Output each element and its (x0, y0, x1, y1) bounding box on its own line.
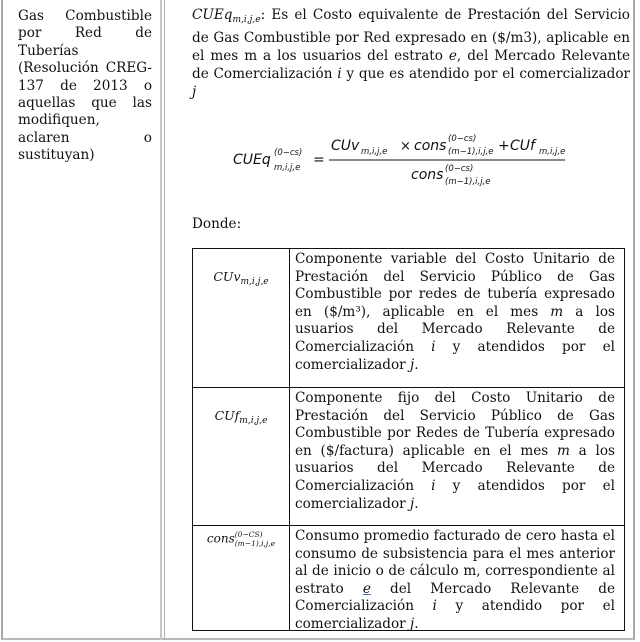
formula-num-cuf: CUf (510, 138, 535, 154)
term-text: Consumo promedio facturado de cero hasta el consumo de subsistencia para el mes anterior al de inicio o de cálculo m, correspondiente al estrato (295, 528, 615, 597)
term-text: . (414, 615, 419, 632)
formula-den-sub: (m−1),i,j,e (445, 177, 491, 187)
var-m: m (550, 303, 564, 320)
var-i: i (337, 66, 342, 82)
term-symbol-base: CUv (213, 269, 241, 284)
term-symbol-sub: m,i,j,e (240, 277, 269, 287)
term-definition (295, 390, 615, 513)
term-text: Componente variable del Costo Unitario de Prestación del Servicio Público de Gas Combustible por redes de tubería expresado en ($/m³), aplicable en el mes (295, 251, 615, 320)
term-symbol (193, 269, 289, 287)
term-symbol (193, 530, 289, 548)
term-text: a los usuarios del Mercado Relevante de Comercialización (295, 303, 615, 355)
formula-num-cons: cons (414, 138, 447, 154)
term-text: y atendido por el comercializador (295, 598, 615, 632)
cueq-formula (233, 133, 573, 189)
term-symbol (193, 408, 289, 426)
term-text: . (414, 495, 419, 512)
formula-num-cuf-sub: m,i,j,e (539, 147, 566, 157)
term-text: y atendidos por el comercializador (295, 477, 615, 512)
formula-lhs-sup: (0−cs) (274, 148, 303, 158)
var-i: i (431, 477, 436, 494)
term-text: del Mercado Relevante de Comercialización (295, 580, 615, 615)
cueq-symbol: CUEq (192, 7, 233, 23)
formula-times: × (400, 139, 411, 154)
formula-plus: + (498, 138, 510, 154)
var-j: j (192, 84, 197, 100)
term-text: Componente fijo del Costo Unitario de Prestación del Servicio Público de Gas Combustible por Redes de Tubería expresado en ($/factura) aplicable en el mes (295, 390, 615, 459)
service-type-cell: Gas Combustible por Red de Tuberías (Resolución CREG-137 de 2013 o aquellas que las modifiquen, aclaren o sustituyan) (18, 8, 152, 164)
formula-lhs-sub: m,i,j,e (274, 163, 301, 173)
var-e: e (362, 580, 371, 597)
var-j: j (409, 495, 415, 512)
terms-table (192, 248, 625, 631)
var-j: j (409, 356, 415, 373)
term-text: y atendidos por el comercializador (295, 338, 615, 373)
term-symbol-base: CUf (214, 408, 240, 423)
term-definition (295, 528, 615, 634)
var-i: i (432, 598, 437, 615)
term-symbol-sub: m,i,j,e (239, 416, 268, 426)
formula-lhs: CUEq (233, 152, 271, 168)
term-symbol-sub: (m−1),i,j,e (234, 539, 276, 548)
formula-num-cuv: CUv (331, 138, 360, 154)
term-symbol-base: cons (206, 531, 235, 546)
term-row-cons (193, 526, 624, 630)
cueq-subscript: m,i,j,e (232, 15, 261, 25)
definition-paragraph (192, 6, 630, 101)
var-j: j (409, 615, 415, 632)
var-i: i (431, 338, 436, 355)
formula-num-cuv-sub: m,i,j,e (361, 147, 388, 157)
var-m: m (557, 442, 570, 459)
formula-den-cons: cons (411, 167, 444, 183)
donde-label: Donde: (192, 216, 242, 232)
formula-num-cons-sup: (0−cs) (448, 134, 477, 144)
definition-text-1: : Es el Costo equivalente de Prestación del Servicio de Gas Combustible por Red expresado en ($/m3), aplicable en el mes m a los usuarios del estrato (192, 7, 630, 64)
formula-den-sup: (0−cs) (445, 164, 474, 174)
column-divider (160, 0, 165, 640)
definition-text-2: , del Mercado Relevante de Comercialización (192, 48, 630, 82)
definition-text-3: y que es atendido por el comercializador (341, 66, 631, 82)
var-e: e (448, 48, 457, 64)
term-row-cuv (193, 249, 624, 388)
term-text: a los usuarios del Mercado Relevante de Comercialización (295, 442, 615, 494)
formula-num-cons-sub: (m−1),i,j,e (448, 147, 494, 157)
term-row-cuf (193, 388, 624, 526)
term-definition (295, 251, 615, 374)
term-symbol-sup: (0−CS) (234, 530, 263, 539)
formula-equals: = (313, 152, 325, 168)
term-text: . (414, 356, 419, 373)
